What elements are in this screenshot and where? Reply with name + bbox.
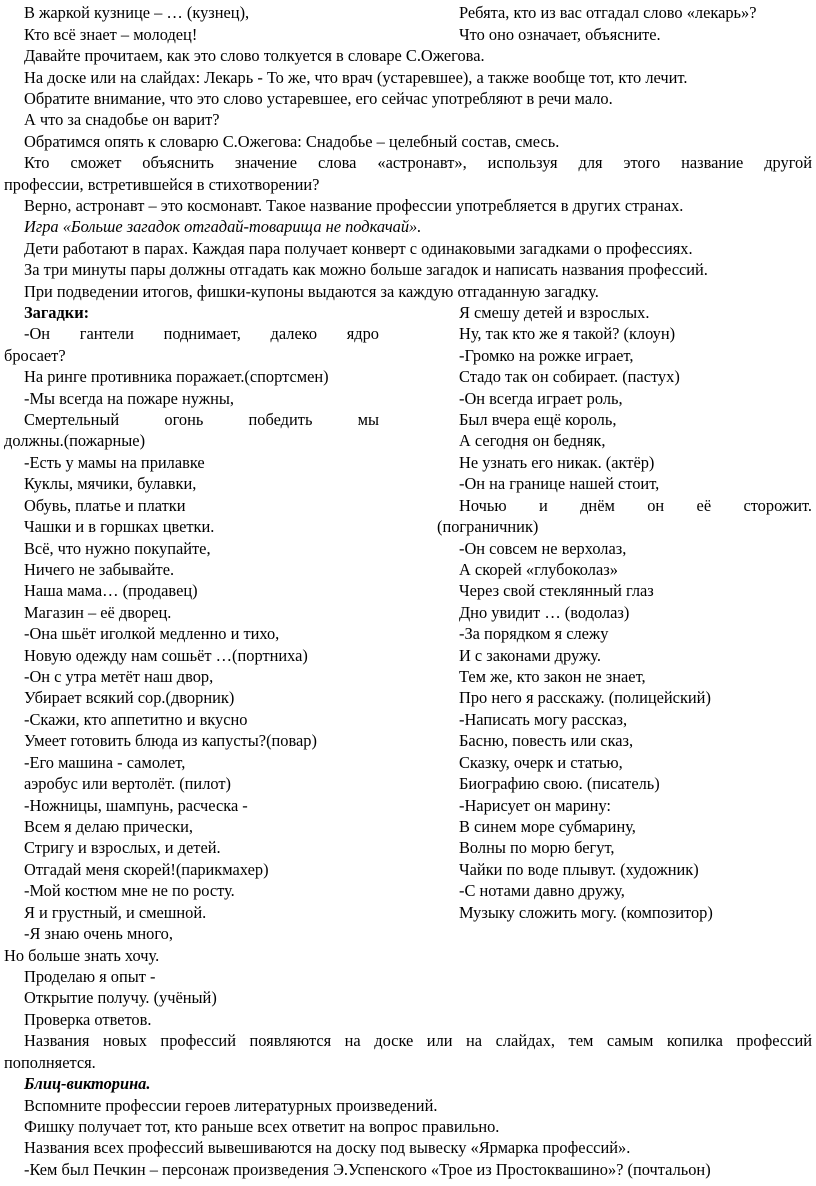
text-line: Дети работают в парах. Каждая пара получает конверт с одинаковыми загадками о профессиях. [24, 239, 693, 258]
text-line: А что за снадобье он варит? [24, 110, 220, 129]
text-line: Дно увидит … (водолаз) [459, 603, 630, 622]
text-line: Проделаю я опыт - [24, 967, 156, 986]
text-line: Ребята, кто из вас отгадал слово «лекарь»? [459, 3, 757, 22]
text-line: (пограничник) [437, 517, 539, 536]
text-line: -Громко на рожке играет, [459, 346, 634, 365]
text-line: Всем я делаю прически, [24, 817, 193, 836]
game-title: Игра «Больше загадок отгадай-товарища не подкачай». [24, 217, 422, 236]
text-line: Названия всех профессий вывешиваются на доску под вывеску «Ярмарка профессий». [24, 1138, 631, 1157]
text-line: Магазин – её дворец. [24, 603, 172, 622]
text-line: Тем же, кто закон не знает, [459, 667, 646, 686]
text-line: -Мой костюм мне не по росту. [24, 881, 235, 900]
text-line: -Написать могу рассказ, [459, 710, 628, 729]
text-line: Не узнать его никак. (актёр) [459, 453, 655, 472]
text-line: -Он совсем не верхолаз, [459, 539, 627, 558]
text-line: Чайки по воде плывут. (художник) [459, 860, 699, 879]
text-line: -Мы всегда на пожаре нужны, [24, 389, 234, 408]
text-line: -Кем был Печкин – персонаж произведения Э.Успенского «Трое из Простоквашино»? (почтальон) [24, 1160, 711, 1179]
text-line: -Нарисует он марину: [459, 796, 611, 815]
text-line: Я смешу детей и взрослых. [459, 303, 650, 322]
text-line: -Я знаю очень много, [24, 924, 173, 943]
text-line: Верно, астронавт – это космонавт. Такое название профессии употребляется в других странах. [24, 196, 684, 215]
riddles-heading: Загадки: [24, 303, 90, 322]
text-line: Чашки и в горшках цветки. [24, 517, 215, 536]
text-line: Открытие получу. (учёный) [24, 988, 217, 1007]
text-line: -Он с утра метёт наш двор, [24, 667, 214, 686]
text-line: Ну, так кто же я такой? (клоун) [459, 324, 676, 343]
text-line: Был вчера ещё король, [459, 410, 617, 429]
text-line: аэробус или вертолёт. (пилот) [24, 774, 231, 793]
text-line: Ничего не забывайте. [24, 560, 175, 579]
text-line: Ночью и днём он её сторожит. [459, 496, 812, 515]
text-line: Стригу и взрослых, и детей. [24, 838, 221, 857]
text-line: должны.(пожарные) [4, 431, 146, 450]
text-line: На доске или на слайдах: Лекарь - То же, что врач (устаревшее), а также вообще тот, кто лечит. [24, 68, 688, 87]
text-line: В жаркой кузнице – … (кузнец), [24, 3, 250, 22]
text-line: Волны по морю бегут, [459, 838, 615, 857]
text-line: Всё, что нужно покупайте, [24, 539, 211, 558]
text-line: -С нотами давно дружу, [459, 881, 625, 900]
text-line: бросает? [4, 346, 66, 365]
text-line: -За порядком я слежу [459, 624, 609, 643]
text-line: В синем море субмарину, [459, 817, 636, 836]
text-line: А скорей «глубоколаз» [459, 560, 618, 579]
blitz-title: Блиц-викторина. [24, 1074, 151, 1093]
text-line: -Он всегда играет роль, [459, 389, 623, 408]
text-line: Давайте прочитаем, как это слово толкуется в словаре С.Ожегова. [24, 46, 485, 65]
text-line: Музыку сложить могу. (композитор) [459, 903, 713, 922]
text-line: Убирает всякий сор.(дворник) [24, 688, 235, 707]
text-line: Кто всё знает – молодец! [24, 25, 198, 44]
text-line: Про него я расскажу. (полицейский) [459, 688, 711, 707]
text-line: Биографию свою. (писатель) [459, 774, 660, 793]
text-line: Басню, повесть или сказ, [459, 731, 634, 750]
text-line: Я и грустный, и смешной. [24, 903, 207, 922]
text-line: Обувь, платье и платки [24, 496, 186, 515]
text-line: Названия новых профессий появляются на доске или на слайдах, тем самым копилка профессий [24, 1031, 812, 1050]
text-line: -Скажи, кто аппетитно и вкусно [24, 710, 248, 729]
text-line: -Ножницы, шампунь, расческа - [24, 796, 248, 815]
text-line: Фишку получает тот, кто раньше всех ответит на вопрос правильно. [24, 1117, 500, 1136]
text-line: Через свой стеклянный глаз [459, 581, 654, 600]
text-line: Стадо так он собирает. (пастух) [459, 367, 680, 386]
text-line: пополняется. [4, 1053, 96, 1072]
text-line: На ринге противника поражает.(спортсмен) [24, 367, 329, 386]
text-line: Новую одежду нам сошьёт …(портниха) [24, 646, 308, 665]
text-line: За три минуты пары должны отгадать как можно больше загадок и написать названия профессий. [24, 260, 708, 279]
text-line: Вспомните профессии героев литературных произведений. [24, 1096, 438, 1115]
text-line: Обратимся опять к словарю С.Ожегова: Снадобье – целебный состав, смесь. [24, 132, 560, 151]
text-line: Обратите внимание, что это слово устаревшее, его сейчас употребляют в речи мало. [24, 89, 613, 108]
text-line: Наша мама… (продавец) [24, 581, 198, 600]
text-line: Кто сможет объяснить значение слова «астронавт», используя для этого название другой [24, 153, 812, 172]
text-line: Отгадай меня скорей!(парикмахер) [24, 860, 269, 879]
text-line: -Он гантели поднимает, далеко ядро [24, 324, 379, 343]
text-line: А сегодня он бедняк, [459, 431, 606, 450]
text-line: -Его машина - самолет, [24, 753, 186, 772]
text-line: И с законами дружу. [459, 646, 601, 665]
text-line: Что оно означает, объясните. [459, 25, 661, 44]
text-line: При подведении итогов, фишки-купоны выдаются за каждую отгаданную загадку. [24, 282, 599, 301]
text-line: -Есть у мамы на прилавке [24, 453, 205, 472]
text-line: Умеет готовить блюда из капусты?(повар) [24, 731, 317, 750]
text-line: Сказку, очерк и статью, [459, 753, 623, 772]
text-line: профессии, встретившейся в стихотворении? [4, 175, 320, 194]
text-line: Смертельный огонь победить мы [24, 410, 379, 429]
text-line: -Она шьёт иголкой медленно и тихо, [24, 624, 280, 643]
text-line: -Он на границе нашей стоит, [459, 474, 660, 493]
text-line: Куклы, мячики, булавки, [24, 474, 197, 493]
text-line: Но больше знать хочу. [4, 946, 160, 965]
text-line: Проверка ответов. [24, 1010, 152, 1029]
